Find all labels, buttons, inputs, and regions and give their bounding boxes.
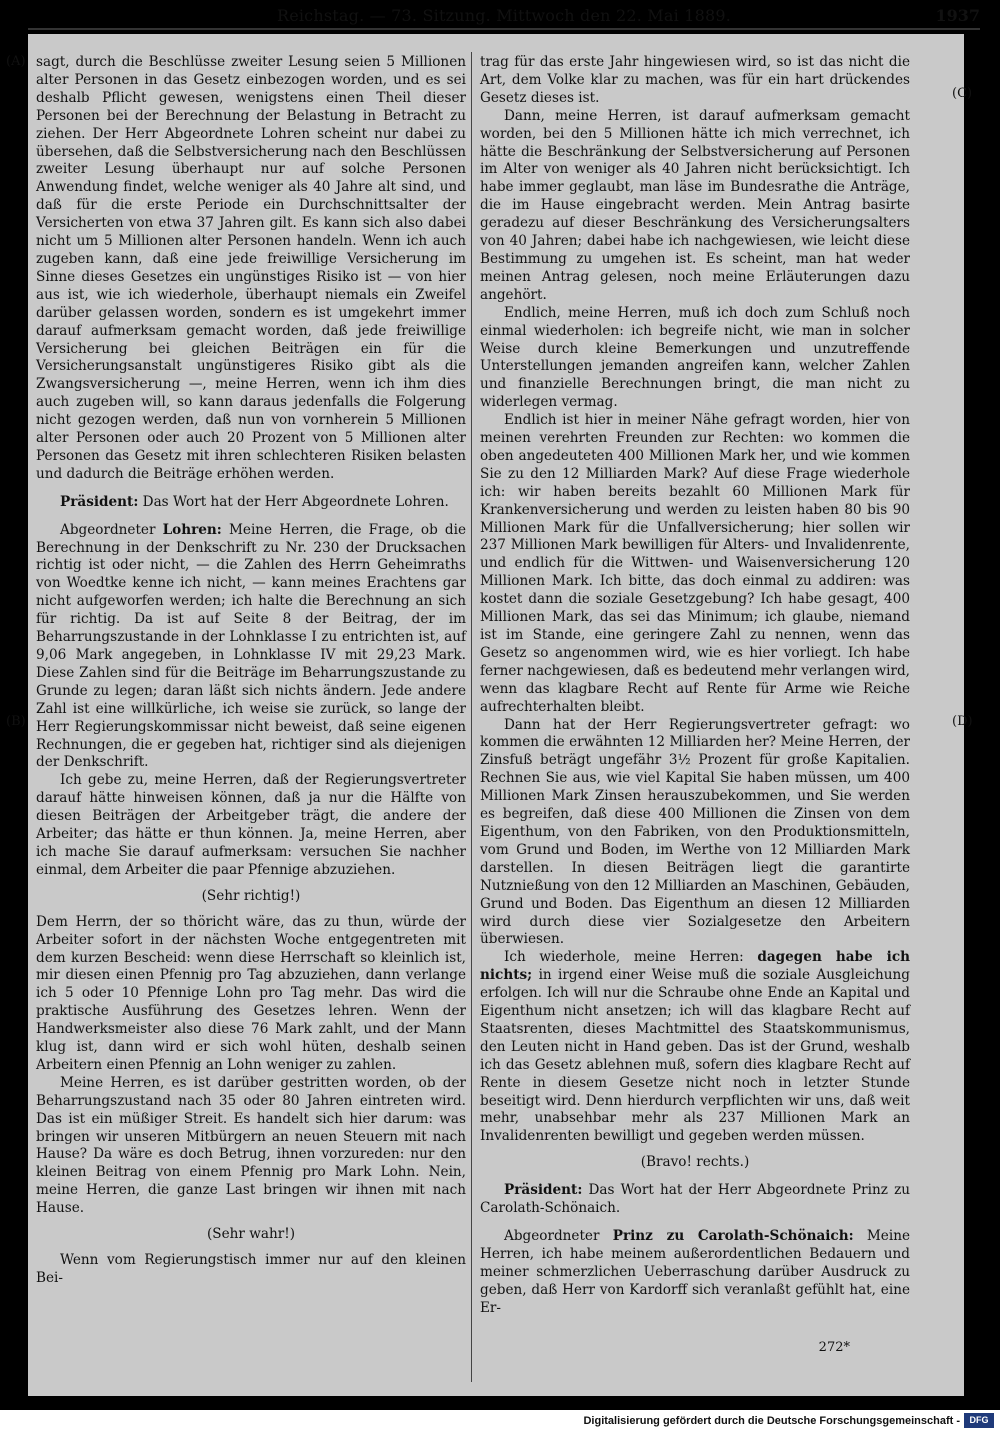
paragraph: Dem Herrn, der so thöricht wäre, das zu thun, würde der Arbeiter sofort in der nächsten Woche entgegentreten mit dem kurzen Bescheid: wenn diese Herrschaft so kleinlich ist, mir diesen einen Pfennig pro Tag abzuziehen, dann verlange ich 5 oder 10 Pfennige Lohn pro Tag mehr. Das wird die praktische Ausführung des Gesetzes lehren. Wenn der Handwerksmeister also diese 76 Mark zahlt, und der Mann klug ist, dann wird er sich wohl hüten, deshalb seinen Arbeitern einen Pfennig an Lohn weniger zu zahlen. [36, 913, 466, 1073]
paragraph: Dann, meine Herren, ist darauf aufmerksam gemacht worden, bei den 5 Millionen hätte ich mich verrechnet, ich hätte die Beschränkung der Selbstversicherung auf Personen im Alter von weniger als 40 Jahren nicht berücksichtigt. Ich habe immer geglaubt, man läse im Bundesrathe die Anträge, die im Hause eingebracht werden. Mein Antrag basirte geradezu auf dieser Beschränkung des Versicherungsalters von 40 Jahren; dabei habe ich nachgewiesen, wie leicht diese Bestimmung zu umgehen ist. Es scheint, man hat weder meinen Antrag gelesen, noch meine Erläuterungen dazu angehört. [480, 107, 910, 303]
speaker-intro: Abgeordneter [60, 521, 163, 538]
paragraph-text: Ich wiederhole, meine Herren: [504, 949, 758, 966]
paragraph: Dann hat der Herr Regierungsvertreter gefragt: wo kommen die erwähnten 12 Milliarden her? Meine Herren, der Zinsfuß beträgt ungefähr 3½ Prozent für große Kapitalien. Rechnen Sie aus, wie viel Kapital Sie haben müssen, um 400 Millionen Mark Zinsen herauszubekommen, und Sie werden es begreifen, daß diese 400 Millionen die Zinsen von dem Eigenthum, von den Fabriken, von den Produktionsmitteln, vom Grund und Boden, im Werthe von 12 Milliarden Mark darstellen. In diesen Beiträgen liegt die garantirte Nutznießung von den 12 Milliarden an Maschinen, Gebäuden, Grund und Boden. Das Eigenthum an diesen 12 Milliarden wird durch diese vier Sozialgesetze den Arbeitern überwiesen. [480, 716, 910, 948]
margin-marker-a: (A) [6, 54, 26, 69]
paragraph [480, 949, 910, 1146]
paragraph-text: in irgend einer Weise muß die soziale Ausgleichung erfolgen. Ich will nur die Schraube ohne Ende an Kapital und Eigenthum nicht ansetzen; ich will das klagbare Recht auf Staatsrenten, dieses Machtmittel des Staatskommunismus, den Leuten nicht in Hand geben. Das ist der Grund, weshalb ich das Gesetz ablehnen muß, sofern dies klagbare Recht auf Rente in diesem Gesetze nicht noch in letzter Stunde beseitigt wird. Denn hierdurch verpflichten wir uns, daß weit mehr, unabsehbar mehr als 237 Millionen Mark an Invalidenrenten bewilligt und gegeben werden müssen. [480, 967, 910, 1145]
paragraph-text: Meine Herren, die Frage, ob die Berechnung in der Denkschrift zu Nr. 230 der Drucksachen richtig ist oder nicht, — die Zahlen des Herrn Geheimraths von Woedtke kenne ich nicht, — kann meines Erachtens gar nicht aufgeworfen werden; ich halte die Berechnung an sich für richtig. Da ist auf Seite 8 der Beitrag, der im Beharrungszustande in der Lohnklasse I zu entrichten ist, auf 9,06 Mark angegeben, in Lohnklasse IV mit 29,23 Mark. Diese Zahlen sind für die Beiträge im Beharrungszustande zu Grunde zu legen; daran läßt sich nichts ändern. Jede andere Zahl ist eine willkürliche, ich weise sie zurück, so lange der Herr Regierungskommissar nicht beweist, daß seine eigenen Rechnungen, die er gegeben hat, richtiger sind als diejenigen der Denkschrift. [36, 521, 467, 771]
paragraph: Ich gebe zu, meine Herren, daß der Regierungsvertreter darauf hätte hinweisen können, daß ja nur die Hälfte von diesen Beiträgen der Arbeitgeber trägt, die andere der Arbeiter; das hätte er thun können. Ja, meine Herren, aber ich mache Sie darauf aufmerksam: versuchen Sie nachher einmal, dem Arbeiter die paar Pfennige abzuziehen. [36, 772, 466, 878]
header-rule [28, 28, 980, 30]
interjection: (Bravo! rechts.) [640, 1154, 750, 1171]
margin-marker-b: (B) [6, 714, 26, 729]
margin-marker-c: (C) [952, 86, 973, 101]
footer-credit: Digitalisierung gefördert durch die Deutsche Forschungsgemeinschaft - [583, 1415, 960, 1427]
paragraph: Meine Herren, es ist darüber gestritten worden, ob der Beharrungszustand nach 35 oder 80 Jahren eintreten wird. Das ist ein müßiger Streit. Es handelt sich hier darum: was bringen wir unseren Mitbürgern an neuen Steuern mit nach Hause? Da wäre es doch Betrug, ihnen vorzureden: nur den kleinen Beitrag von einem Pfennig pro Mark Lohn. Nein, meine Herren, die ganze Last bringen wir ihnen mit nach Hause. [36, 1074, 466, 1217]
speaker-intro: Abgeordneter [504, 1228, 613, 1244]
paragraph: Wenn vom Regierungstisch immer nur auf den kleinen Bei- [36, 1252, 466, 1286]
speaker-name: Präsident: [504, 1182, 583, 1199]
interjection: (Sehr wahr!) [207, 1226, 295, 1243]
running-header [28, 6, 980, 28]
column-divider [471, 52, 472, 1382]
paragraph: sagt, durch die Beschlüsse zweiter Lesung seien 5 Millionen alter Personen in das Gesetz einbezogen worden, und es sei deshalb Pflicht gewesen, wenigstens einen Theil dieser Personen bei der Berechnung der Belastung in Betracht zu ziehen. Der Herr Abgeordnete Lohren scheint nur dabei zu übersehen, daß die Selbstversicherung nach den Beschlüssen zweiter Lesung überhaupt nur auf solche Personen Anwendung findet, welche weniger als 40 Jahre alt sind, und daß für die erste Periode ein Durchschnittsalter der Versicherten von etwa 37 Jahren gilt. Es kann sich also dabei nicht um 5 Millionen alter Personen handeln. Wenn ich auch zugeben kann, daß eine jede freiwillige Versicherung im Sinne dieses Gesetzes ein ungünstiges Risiko ist — von hier aus ist, wie ich wiederhole, überhaupt niemals ein Zweifel darüber gelassen worden, sondern es ist umgekehrt immer darauf aufmerksam gemacht worden, daß jede freiwillige Versicherung bei gleichen Beiträgen ein für die Versicherungsanstalt ungünstigeres Risiko gibt als die Zwangsversicherung —, meine Herren, wenn ich ihm dies auch zugeben will, so kann daraus jedenfalls die Folgerung nicht gezogen werden, daß nun von vornherein 5 Millionen alter Personen oder auch 20 Prozent von 5 Millionen alter Personen das Gesetz mit ihren schlechteren Risiken belasten und dadurch die Beiträge erhöhen werden. [36, 54, 466, 482]
paragraph: Endlich ist hier in meiner Nähe gefragt worden, hier von meinen verehrten Freunden zur Rechten: wo kommen die oben angedeuteten 400 Millionen Mark her, und wie kommen Sie zu den 12 Milliarden Mark? Auf diese Frage wiederhole ich: wir haben bereits bezahlt 60 Millionen Mark für Krankenversicherung und werden zu leisten haben 80 bis 90 Millionen Mark für die Unfallversicherung; hier sollen wir 237 Millionen Mark bewilligen für Alters- und Invalidenrente, und endlich für die Wittwen- und Waisenversicherung 120 Millionen Mark. Ich bitte, das doch einmal zu addiren: was kostet dann die soziale Gesetzgebung? Ich habe gesagt, 400 Millionen Mark, das sei das Minimum; ich glaube, niemand ist im Stande, eine geringere Zahl zu nennen, wenn das Gesetz so angenommen wird, wie es hier vorliegt. Ich habe ferner nachgewiesen, daß es bedeutend mehr verlangen wird, wenn das klagbare Recht auf Rente für Arme wie Reiche aufrechterhalten bleibt. [480, 412, 910, 715]
paragraph [36, 522, 466, 773]
dfg-logo: DFG [964, 1413, 994, 1428]
paragraph-text: Meine Herren, ich habe meinem außerordentlichen Bedauern und meiner schmerzlichen Ueberraschung darüber Ausdruck zu geben, daß Herr von Kardorff sich veranlaßt gefühlt hat, eine Er- [480, 1228, 911, 1316]
interjection: (Sehr richtig!) [201, 887, 301, 904]
footer-bar [0, 1410, 1000, 1432]
paragraph-text: Das Wort hat der Herr Abgeordnete Prinz zu Carolath-Schönaich. [480, 1182, 910, 1217]
paragraph-text: Das Wort hat der Herr Abgeordnete Lohren. [138, 493, 449, 510]
left-column [36, 54, 466, 1288]
paragraph [480, 1228, 910, 1318]
signature-mark: 272* [818, 1340, 850, 1355]
header-title: Reichstag. — 73. Sitzung. Mittwoch den 22. Mai 1889. [276, 6, 732, 25]
paragraph [36, 494, 466, 512]
paragraph: trag für das erste Jahr hingewiesen wird, so ist das nicht die Art, dem Volke klar zu machen, was für ein hart drückendes Gesetz dieses ist. [480, 54, 910, 106]
speaker-name: Lohren: [162, 521, 222, 538]
paragraph [480, 1182, 910, 1218]
emphasis-text: dagegen habe ich nichts; [480, 949, 910, 984]
speaker-name: Präsident: [60, 493, 139, 510]
right-column [480, 54, 910, 1318]
speaker-name: Prinz zu Carolath-Schönaich: [612, 1228, 854, 1244]
margin-marker-d: (D) [952, 714, 973, 729]
paragraph: Endlich, meine Herren, muß ich doch zum Schluß noch einmal wiederholen: ich begreife nicht, wie man in solcher Weise durch kleine Bemerkungen und unzutreffende Unterstellungen jemanden angreifen kann, welcher Zahlen und finanzielle Berechnungen bringt, die man nicht zu widerlegen vermag. [480, 304, 910, 411]
page-number: 1937 [935, 6, 980, 25]
